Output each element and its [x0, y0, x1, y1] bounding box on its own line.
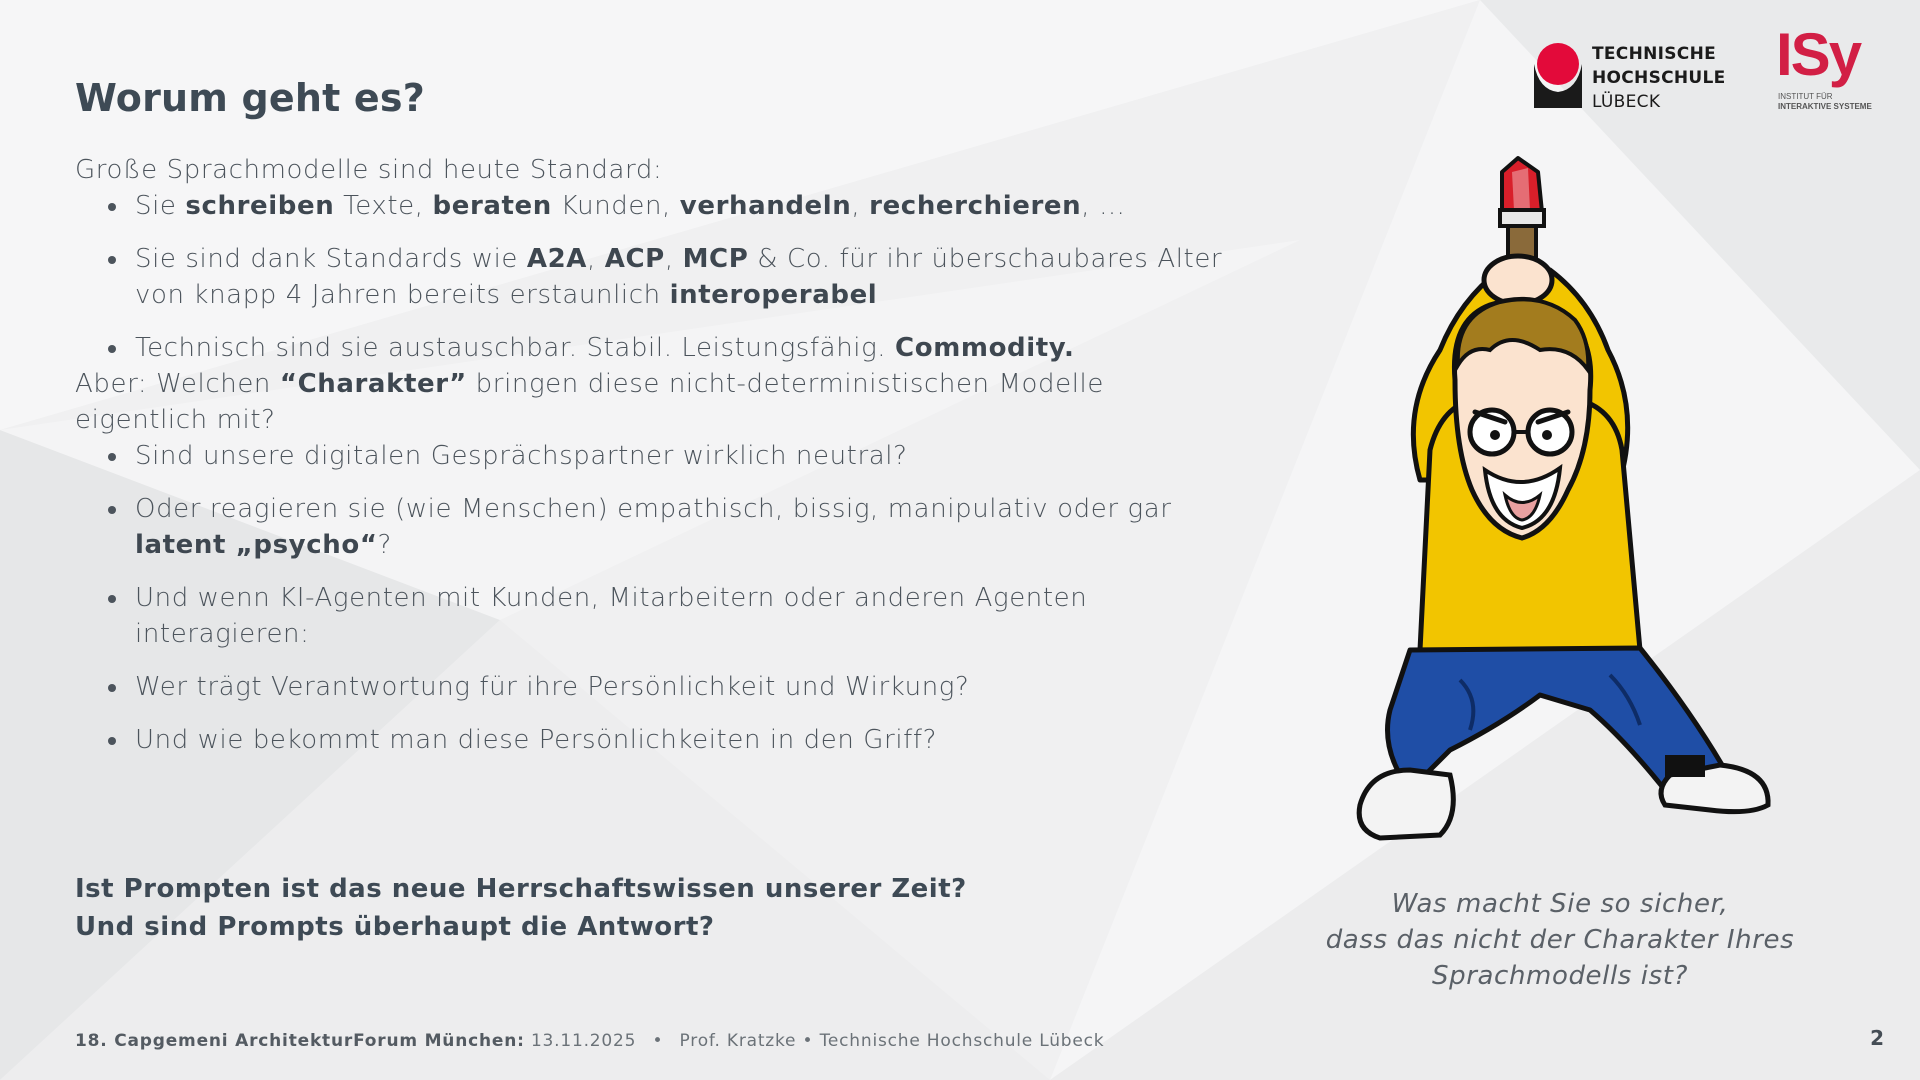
emphasis-text: MCP [682, 244, 749, 274]
footer-separator: • [652, 1031, 664, 1051]
emphasis-text: beraten [432, 191, 552, 221]
intro-text: Große Sprachmodelle sind heute Standard: [75, 155, 663, 185]
emphasis-text: interoperabel [669, 280, 878, 310]
th-logo-line-2: HOCHSCHULE [1592, 68, 1726, 88]
cartoon-man-holding-marker-icon [1340, 150, 1780, 855]
th-luebeck-logo [1532, 38, 1732, 113]
benefits-list [75, 188, 1235, 366]
th-luebeck-wordmark [1592, 42, 1726, 114]
text-segment: Sie [135, 191, 186, 221]
text-segment: Kunden, [551, 191, 680, 221]
list-item [75, 188, 1235, 224]
caption-line-2: dass das nicht der Charakter Ihres [1325, 925, 1795, 955]
footer-author: Prof. Kratzke [679, 1031, 797, 1051]
list-item [75, 241, 1235, 313]
text-segment: Aber: Welchen [75, 369, 280, 399]
marker-icon [1500, 158, 1544, 270]
illustration-caption [1300, 886, 1820, 994]
text-segment: Und wie bekommt man diese Persönlichkeiten in den Griff? [135, 725, 938, 755]
text-segment: & Co. für ihr überschaubares Alter von knapp 4 Jahren bereits erstaunlich [135, 244, 1223, 310]
list-item [75, 438, 1235, 474]
emphasis-text: recherchieren [869, 191, 1082, 221]
text-segment: , [587, 244, 605, 274]
emphasis-text: “Charakter” [279, 369, 467, 399]
closing-questions [75, 870, 967, 946]
th-logo-line-3: LÜBECK [1592, 92, 1661, 112]
text-segment: Sie sind dank Standards wie [135, 244, 527, 274]
slide-footer [75, 1031, 1104, 1051]
slide-body [75, 152, 1235, 758]
text-segment: Technisch sind sie austauschbar. Stabil. Leistungsfähig. [135, 333, 896, 363]
page-number: 2 [1870, 1026, 1884, 1050]
isy-subtitle-line-2: INTERAKTIVE SYSTEME [1778, 102, 1872, 111]
th-luebeck-mark-icon [1532, 42, 1584, 110]
footer-event: 18. Capgemeni ArchitekturForum München: [75, 1031, 525, 1051]
caption-line-3: Sprachmodells ist? [1432, 961, 1688, 991]
emphasis-text: ACP [604, 244, 665, 274]
list-item [75, 669, 1235, 705]
text-segment: Oder reagieren sie (wie Menschen) empathisch, bissig, manipulativ oder gar [135, 494, 1172, 524]
closing-question-2: Und sind Prompts überhaupt die Antwort? [75, 912, 715, 942]
list-item [75, 580, 1235, 652]
text-segment: bringen diese nicht-deterministischen Modelle eigentlich mit? [75, 369, 1104, 435]
footer-institution: Technische Hochschule Lübeck [819, 1031, 1105, 1051]
questions-list [75, 438, 1235, 758]
isy-subtitle-line-1: INSTITUT FÜR [1778, 92, 1833, 101]
emphasis-text: Commodity. [895, 333, 1075, 363]
caption-line-1: Was macht Sie so sicher, [1391, 889, 1729, 919]
text-segment: Texte, [334, 191, 433, 221]
slide-title: Worum geht es? [75, 76, 425, 120]
th-logo-line-1: TECHNISCHE [1592, 44, 1717, 64]
text-segment: , [664, 244, 683, 274]
text-segment: , … [1081, 191, 1126, 221]
list-item [75, 722, 1235, 758]
emphasis-text: verhandeln [679, 191, 852, 221]
emphasis-text: latent „psycho“ [135, 530, 378, 560]
closing-question-1: Ist Prompten ist das neue Herrschaftswissen unserer Zeit? [75, 874, 967, 904]
text-segment: , [851, 191, 870, 221]
text-segment: Sind unsere digitalen Gesprächspartner wirklich neutral? [135, 441, 908, 471]
text-segment: Wer trägt Verantwortung für ihre Persönlichkeit und Wirkung? [135, 672, 970, 702]
text-segment: Und wenn KI-Agenten mit Kunden, Mitarbeitern oder anderen Agenten interagieren: [135, 583, 1088, 649]
list-item [75, 330, 1235, 366]
isy-subtitle [1778, 92, 1872, 112]
list-item [75, 491, 1235, 563]
text-segment: ? [377, 530, 392, 560]
footer-date: 13.11.2025 [530, 1031, 637, 1051]
question-text [75, 366, 1235, 438]
footer-separator: • [802, 1031, 814, 1051]
emphasis-text: A2A [526, 244, 588, 274]
isy-logo [1776, 21, 1886, 120]
emphasis-text: schreiben [185, 191, 335, 221]
isy-wordmark: ISy [1776, 21, 1861, 88]
